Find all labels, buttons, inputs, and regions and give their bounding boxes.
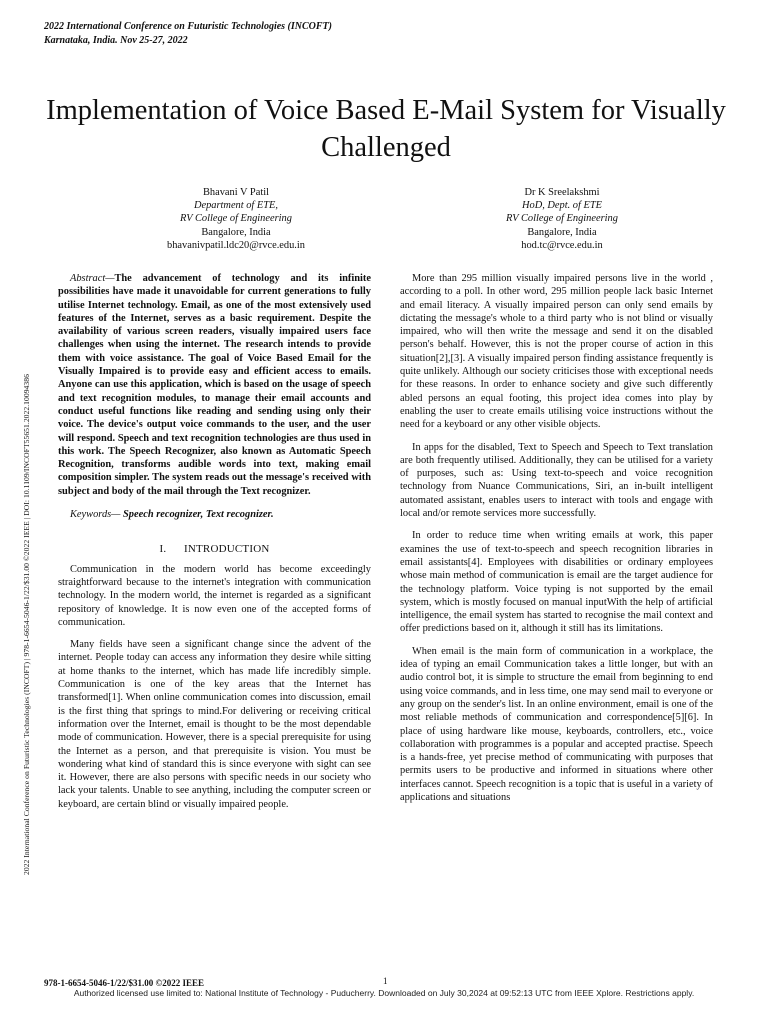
author-block-1 [106, 186, 366, 252]
paragraph: Many fields have seen a significant change since the advent of the internet. People today can access any information they desire while sitting at home thanks to the internet, which has made life incredibly simple. Communication is one of the key areas that the Internet has transformed[1]. When online communication comes into discussion, email is the first thing that springs to mind.For delivering or receiving critical information over the Internet, email is thought to be the most dependable mode of communication. However, there is a special prerequisite for using the Internet as a person, and that prerequisite is vision. You must be wondering what kind of standard this is since everyone with sight can see it. However, there are also persons with specific needs in our society who lack your talents. Unable to see anything, including the computer screen or keyboard, are certain blind or visually impaired people. [58, 639, 371, 810]
paragraph: When email is the main form of communication in a workplace, the idea of typing an email Communication takes a little longer, but with an audio control bot, it is simple to structure the email from beginning to end using voice commands, and in less time, one may send mail to everyone or any group on the sender's list. In an online environment, email is one of the most reliable methods of communication and correspondence[5][6]. In place of using hardware like mouse, keyboards, controllers, etc., voice collaboration with programmes is a popular and accepted practise. Speech is a hands-free, yet precise method of communicating with purposes that permits users to be productive and informed in situations where other interfaces cannot. Speech recognition is a topic that is useful in a variety of applications and situations [400, 645, 713, 803]
author-college: RV College of Engineering [506, 213, 618, 225]
paper-title: Implementation of Voice Based E-Mail System for Visually Challenged [46, 95, 726, 163]
author-name: Bhavani V Patil [202, 187, 269, 198]
author-dept: HoD, Dept. of ETE [522, 200, 602, 212]
author-city: Bangalore, India [201, 226, 271, 238]
keywords-label: Keywords— [70, 509, 121, 521]
author-email: hod.tc@rvce.edu.in [521, 239, 603, 251]
section-heading-introduction: I. INTRODUCTION [159, 543, 270, 556]
abstract-text: The advancement of technology and its infinite possibilities have made it unavoidable for current generations to fully utilise Internet technology. Email, as one of the most extensively used features of the Internet, serves as a basic requirement. Despite the availability of various screen readers, visually impaired users face challenges when using the internet. The research intends to provide them with voice assistance. The goal of Voice Based Email for the Visually Impaired is to provide easy and efficient access to emails. Anyone can use this application, which is based on the usage of speech and text recognition modules, to manage their email accounts and conduct useful functions like reading and sending using only their voice. The device's output voice commands to the user, and the user will respond. Speech and text recognition technologies are thus used in this work. The Speech Recognizer, also known as Automatic Speech Recognition, transforms audible words into text, making email composition simpler. The system reads out the message's received with subject and body of the mail through the Text recognizer. [58, 273, 371, 497]
paragraph: More than 295 million visually impaired persons live in the world , according to a poll. In other word, 295 million people lack basic Internet and email literacy. A visually impaired person can only send emails by dictating the message's whole to a third party who is not blind or visually impaired, who will then write the message and send it on the disabled person's behalf. However, this is not the proper course of action in this situation[2],[3]. A visually impaired person finding assistance frequently is quite unlikely. Although our society criticises those with exceptional needs for these reasons. In order to enhance society and give such differently abled persons an equal footing, this project idea comes into play by enabling the user to create emails utilising voice instructions without the need for a keyboard or any other visible objects. [400, 273, 713, 431]
side-citation-strip: 2022 International Conference on Futuristic Technologies (INCOFT) | 978-1-6654-5046-1/22/$31.00 ©2022 IEEE | DOI: 10.1109/INCOFT55651.2022.10094386 [22, 374, 31, 875]
author-college: RV College of Engineering [180, 213, 292, 225]
conference-location: Karnataka, India. Nov 25-27, 2022 [44, 35, 188, 46]
conference-header [44, 20, 332, 48]
paragraph: In order to reduce time when writing emails at work, this paper examines the use of text-to-speech and speech recognition libraries in email assistants[4]. Employees with disabilities or ordinary employees whose main method of communication is email are the target audience for the technology platform. Voice typing is not supported by the email system, which is mostly focused on manual inputWith the help of artificial intelligence, the email system has started to recognise the mail context and offer predictions based on it, although it still has its limitations. [400, 530, 713, 635]
keywords-text: Speech recognizer, Text recognizer. [120, 509, 274, 521]
abstract [58, 272, 371, 498]
left-column [58, 272, 371, 820]
footer-isbn: 978-1-6654-5046-1/22/$31.00 ©2022 IEEE [44, 978, 204, 988]
right-column [400, 272, 713, 813]
author-dept: Department of ETE, [194, 200, 278, 212]
license-notice: Authorized licensed use limited to: National Institute of Technology - Puducherry. Downloaded on July 30,2024 at 09:52:13 UTC from IEEE Xplore. Restrictions apply. [73, 988, 695, 998]
abstract-label: Abstract— [70, 273, 115, 284]
paragraph: Communication in the modern world has become exceedingly straightforward because to the internet's integration with communication technology. In the modern world, the internet is regarded as a significant repository of knowledge. It is now even one of the accepted forms of communication. [58, 563, 371, 628]
paragraph: In apps for the disabled, Text to Speech and Speech to Text translation are both frequently utilised. Additionally, they can be utilised for a variety of purposes, such as: Using text-to-speech and voice recognition technology from Nuance Communications, Siri, an in-built intelligent automated assistant, enables users to interact with tools and engage with local and/or remote services more successfully. [400, 441, 713, 520]
author-name: Dr K Sreelakshmi [524, 187, 600, 198]
author-block-2 [432, 186, 692, 252]
author-city: Bangalore, India [527, 226, 597, 238]
page-number: 1 [383, 976, 388, 986]
conference-name: 2022 International Conference on Futuristic Technologies (INCOFT) [44, 21, 332, 32]
keywords [58, 508, 371, 521]
author-email: bhavanivpatil.ldc20@rvce.edu.in [167, 239, 305, 251]
